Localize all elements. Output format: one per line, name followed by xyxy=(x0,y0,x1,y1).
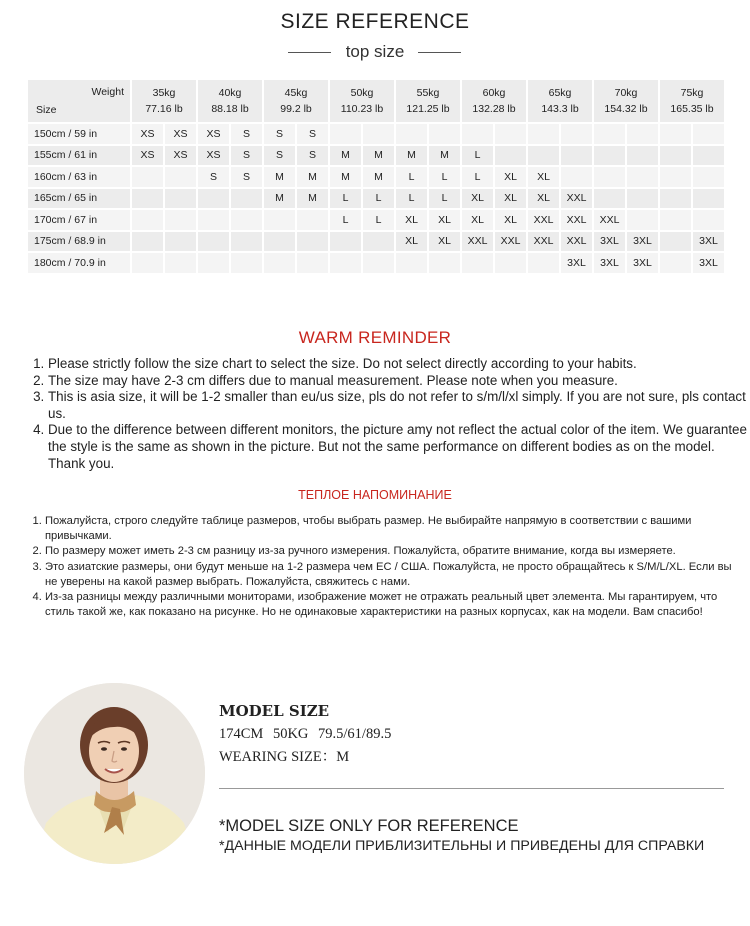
weight-header-cell xyxy=(660,80,724,122)
size-cell: L xyxy=(462,146,493,166)
size-cell xyxy=(297,232,328,252)
size-cell: XS xyxy=(165,146,196,166)
weight-header-cell xyxy=(594,80,658,122)
weight-kg: 75kg xyxy=(680,87,704,99)
model-photo xyxy=(24,683,205,864)
size-cell: M xyxy=(330,167,361,187)
size-cell: L xyxy=(429,189,460,209)
weight-lb: 165.35 lb xyxy=(670,103,714,115)
size-cell: L xyxy=(396,167,427,187)
size-cell xyxy=(693,167,724,187)
weight-kg: 55kg xyxy=(416,87,440,99)
size-cell xyxy=(429,124,460,144)
height-label: 170cm / 67 in xyxy=(28,210,130,230)
warm-reminder-title: WARM REMINDER xyxy=(298,328,452,347)
size-cell xyxy=(693,124,724,144)
size-cell: S xyxy=(297,146,328,166)
wearing-size: WEARING SIZE：M xyxy=(219,749,350,765)
size-cell: L xyxy=(363,210,394,230)
table-row xyxy=(28,124,724,144)
size-cell: L xyxy=(396,189,427,209)
size-cell: XL xyxy=(429,210,460,230)
size-cell: XL xyxy=(462,210,493,230)
size-cell xyxy=(264,253,295,273)
size-cell: L xyxy=(462,167,493,187)
ru-reminder-item: 4. Из-за разницы между различными мониторами, изображение может не отражать реальный цвет элемента. Мы гарантируем, что стиль такой же, как показано на рисунке. Но не одинаковые характеристики на разных корпусах, как на модели. Вам спасибо! xyxy=(45,590,745,620)
size-cell xyxy=(231,232,262,252)
page-title: SIZE REFERENCE xyxy=(280,10,470,33)
size-cell xyxy=(660,124,691,144)
size-cell xyxy=(132,253,163,273)
size-cell: M xyxy=(330,146,361,166)
size-cell xyxy=(330,124,361,144)
weight-kg: 50kg xyxy=(350,87,374,99)
size-cell xyxy=(627,124,658,144)
size-cell: M xyxy=(396,146,427,166)
weight-kg: 65kg xyxy=(548,87,572,99)
size-cell xyxy=(396,124,427,144)
size-cell: L xyxy=(330,210,361,230)
size-cell xyxy=(165,253,196,273)
size-cell xyxy=(693,146,724,166)
subtitle-right-rule xyxy=(418,52,461,53)
size-cell: XL xyxy=(429,232,460,252)
weight-kg: 35kg xyxy=(152,87,176,99)
weight-header-cell xyxy=(330,80,394,122)
size-cell xyxy=(660,210,691,230)
size-cell xyxy=(660,253,691,273)
ru-reminder-item: 1. Пожалуйста, строго следуйте таблице размеров, чтобы выбрать размер. Не выбирайте напрямую в соответствии с вашими привычками. xyxy=(45,514,745,544)
height-label: 175cm / 68.9 in xyxy=(28,232,130,252)
ru-reminder-item: 2. По размеру может иметь 2-3 см разницу из-за ручного измерения. Пожалуйста, обратите внимание, когда вы измеряете. xyxy=(45,544,745,559)
size-cell: M xyxy=(264,189,295,209)
size-cell xyxy=(165,167,196,187)
size-cell xyxy=(660,167,691,187)
size-cell xyxy=(693,210,724,230)
size-cell xyxy=(660,146,691,166)
height-label: 155cm / 61 in xyxy=(28,146,130,166)
size-cell xyxy=(495,253,526,273)
weight-lb: 88.18 lb xyxy=(211,103,249,115)
model-note-ru: *ДАННЫЕ МОДЕЛИ ПРИБЛИЗИТЕЛЬНЫ И ПРИВЕДЕНЫ ДЛЯ СПРАВКИ xyxy=(219,838,705,854)
size-cell xyxy=(660,232,691,252)
size-cell: XXL xyxy=(528,210,559,230)
table-corner-cell xyxy=(28,80,130,122)
weight-header-cell xyxy=(132,80,196,122)
size-cell: XXL xyxy=(561,189,592,209)
size-cell xyxy=(132,232,163,252)
size-cell xyxy=(627,189,658,209)
table-header-row xyxy=(28,80,724,122)
size-cell: 3XL xyxy=(627,253,658,273)
reminder-item: 3. This is asia size, it will be 1-2 smaller than eu/us size, pls do not refer to s/m/l/xl simply. If you are not sure, pls contact us. xyxy=(48,389,748,422)
size-cell: S xyxy=(231,167,262,187)
weight-header-cell xyxy=(264,80,328,122)
size-cell xyxy=(165,232,196,252)
size-cell xyxy=(627,146,658,166)
table-row xyxy=(28,232,724,252)
size-cell xyxy=(165,210,196,230)
size-cell xyxy=(231,210,262,230)
size-cell: M xyxy=(264,167,295,187)
size-cell xyxy=(330,253,361,273)
weight-lb: 77.16 lb xyxy=(145,103,183,115)
size-cell xyxy=(627,210,658,230)
size-cell: XXL xyxy=(561,232,592,252)
size-cell xyxy=(363,232,394,252)
weight-header-cell xyxy=(396,80,460,122)
ru-reminder-list xyxy=(28,514,745,620)
weight-header-cell xyxy=(528,80,592,122)
subtitle-row xyxy=(0,41,750,63)
reminder-item: 2. The size may have 2-3 cm differs due to manual measurement. Please note when you measure. xyxy=(48,373,748,390)
size-cell xyxy=(297,253,328,273)
size-cell: XL xyxy=(396,232,427,252)
size-cell xyxy=(693,189,724,209)
weight-kg: 70kg xyxy=(614,87,638,99)
weight-lb: 121.25 lb xyxy=(406,103,450,115)
size-cell xyxy=(561,124,592,144)
warm-reminder-list xyxy=(30,356,748,472)
size-cell: XL xyxy=(495,167,526,187)
size-cell xyxy=(297,210,328,230)
table-row xyxy=(28,167,724,187)
size-cell: XS xyxy=(132,146,163,166)
size-cell: 3XL xyxy=(627,232,658,252)
size-cell: XL xyxy=(462,189,493,209)
size-cell: M xyxy=(363,146,394,166)
weight-kg: 60kg xyxy=(482,87,506,99)
height-label: 180cm / 70.9 in xyxy=(28,253,130,273)
height-label: 160cm / 63 in xyxy=(28,167,130,187)
size-cell: XXL xyxy=(528,232,559,252)
model-note-en: *MODEL SIZE ONLY FOR REFERENCE xyxy=(219,817,519,835)
size-cell: XXL xyxy=(495,232,526,252)
size-cell xyxy=(132,189,163,209)
table-row xyxy=(28,253,724,273)
size-cell: S xyxy=(264,146,295,166)
weight-kg: 45kg xyxy=(284,87,308,99)
size-cell xyxy=(594,167,625,187)
size-cell: XS xyxy=(132,124,163,144)
size-cell: L xyxy=(330,189,361,209)
ru-reminder-title: ТЕПЛОЕ НАПОМИНАНИЕ xyxy=(298,488,452,502)
size-cell xyxy=(198,232,229,252)
height-label: 165cm / 65 in xyxy=(28,189,130,209)
size-cell xyxy=(561,167,592,187)
size-cell: 3XL xyxy=(693,253,724,273)
size-cell xyxy=(561,146,592,166)
reminder-item: 4. Due to the difference between different monitors, the picture amy not reflect the actual color of the item. We guarantee the style is the same as shown in the picture. But not the same performance on different bodies as on the model. Thank you. xyxy=(48,422,748,472)
size-cell: 3XL xyxy=(693,232,724,252)
size-cell: XL xyxy=(495,189,526,209)
size-cell xyxy=(363,253,394,273)
subtitle: top size xyxy=(345,42,405,61)
size-cell: XL xyxy=(528,189,559,209)
reminder-item: 1. Please strictly follow the size chart to select the size. Do not select directly according to your habits. xyxy=(48,356,748,373)
weight-lb: 132.28 lb xyxy=(472,103,516,115)
size-cell: XS xyxy=(198,124,229,144)
size-cell xyxy=(396,253,427,273)
size-cell xyxy=(132,210,163,230)
size-cell: 3XL xyxy=(594,253,625,273)
size-cell: XL xyxy=(528,167,559,187)
size-cell: S xyxy=(297,124,328,144)
size-cell: M xyxy=(363,167,394,187)
size-cell: L xyxy=(363,189,394,209)
size-cell: S xyxy=(231,124,262,144)
weight-lb: 154.32 lb xyxy=(604,103,648,115)
size-cell: M xyxy=(297,189,328,209)
size-cell: 3XL xyxy=(561,253,592,273)
size-cell xyxy=(528,146,559,166)
size-cell xyxy=(462,124,493,144)
size-cell xyxy=(627,167,658,187)
size-cell xyxy=(198,189,229,209)
size-cell xyxy=(495,124,526,144)
weight-kg: 40kg xyxy=(218,87,242,99)
size-cell xyxy=(528,124,559,144)
size-cell: S xyxy=(231,146,262,166)
divider xyxy=(219,788,724,789)
size-cell: XS xyxy=(198,146,229,166)
size-cell xyxy=(231,189,262,209)
table-row xyxy=(28,210,724,230)
table-row xyxy=(28,146,724,166)
size-cell: XXL xyxy=(462,232,493,252)
size-cell xyxy=(429,253,460,273)
height-label: 150cm / 59 in xyxy=(28,124,130,144)
ru-reminder-item: 3. Это азиатские размеры, они будут меньше на 1-2 размера чем ЕС / США. Пожалуйста, не просто обращайтесь к S/M/L/XL. Если вы не уверены на какой размер выбрать. Пожалуйста, свяжитесь с нами. xyxy=(45,560,745,590)
size-cell xyxy=(594,146,625,166)
size-cell: XXL xyxy=(561,210,592,230)
size-cell: S xyxy=(198,167,229,187)
size-cell: M xyxy=(429,146,460,166)
size-cell: XL xyxy=(396,210,427,230)
size-cell xyxy=(198,253,229,273)
size-cell xyxy=(264,210,295,230)
size-chart-table xyxy=(26,78,726,275)
size-cell: S xyxy=(264,124,295,144)
weight-header-cell xyxy=(462,80,526,122)
size-cell xyxy=(594,189,625,209)
model-size-label: MODEL SIZE xyxy=(219,702,330,720)
size-cell: L xyxy=(429,167,460,187)
size-cell xyxy=(660,189,691,209)
weight-header-cell xyxy=(198,80,262,122)
model-portrait-icon xyxy=(24,683,205,864)
size-cell xyxy=(594,124,625,144)
size-cell xyxy=(462,253,493,273)
size-axis-label: Size xyxy=(36,104,57,116)
size-cell xyxy=(264,232,295,252)
weight-lb: 110.23 lb xyxy=(340,103,384,115)
size-cell xyxy=(231,253,262,273)
size-cell: XS xyxy=(165,124,196,144)
size-cell xyxy=(198,210,229,230)
weight-axis-label: Weight xyxy=(91,86,124,98)
size-cell xyxy=(132,167,163,187)
model-measurements: 174CM 50KG 79.5/61/89.5 xyxy=(219,726,392,742)
size-cell xyxy=(165,189,196,209)
weight-lb: 143.3 lb xyxy=(541,103,579,115)
table-row xyxy=(28,189,724,209)
size-cell: XL xyxy=(495,210,526,230)
size-cell: XXL xyxy=(594,210,625,230)
size-cell xyxy=(528,253,559,273)
size-cell xyxy=(330,232,361,252)
size-cell xyxy=(363,124,394,144)
size-cell: M xyxy=(297,167,328,187)
weight-lb: 99.2 lb xyxy=(280,103,312,115)
size-cell: 3XL xyxy=(594,232,625,252)
size-cell xyxy=(495,146,526,166)
